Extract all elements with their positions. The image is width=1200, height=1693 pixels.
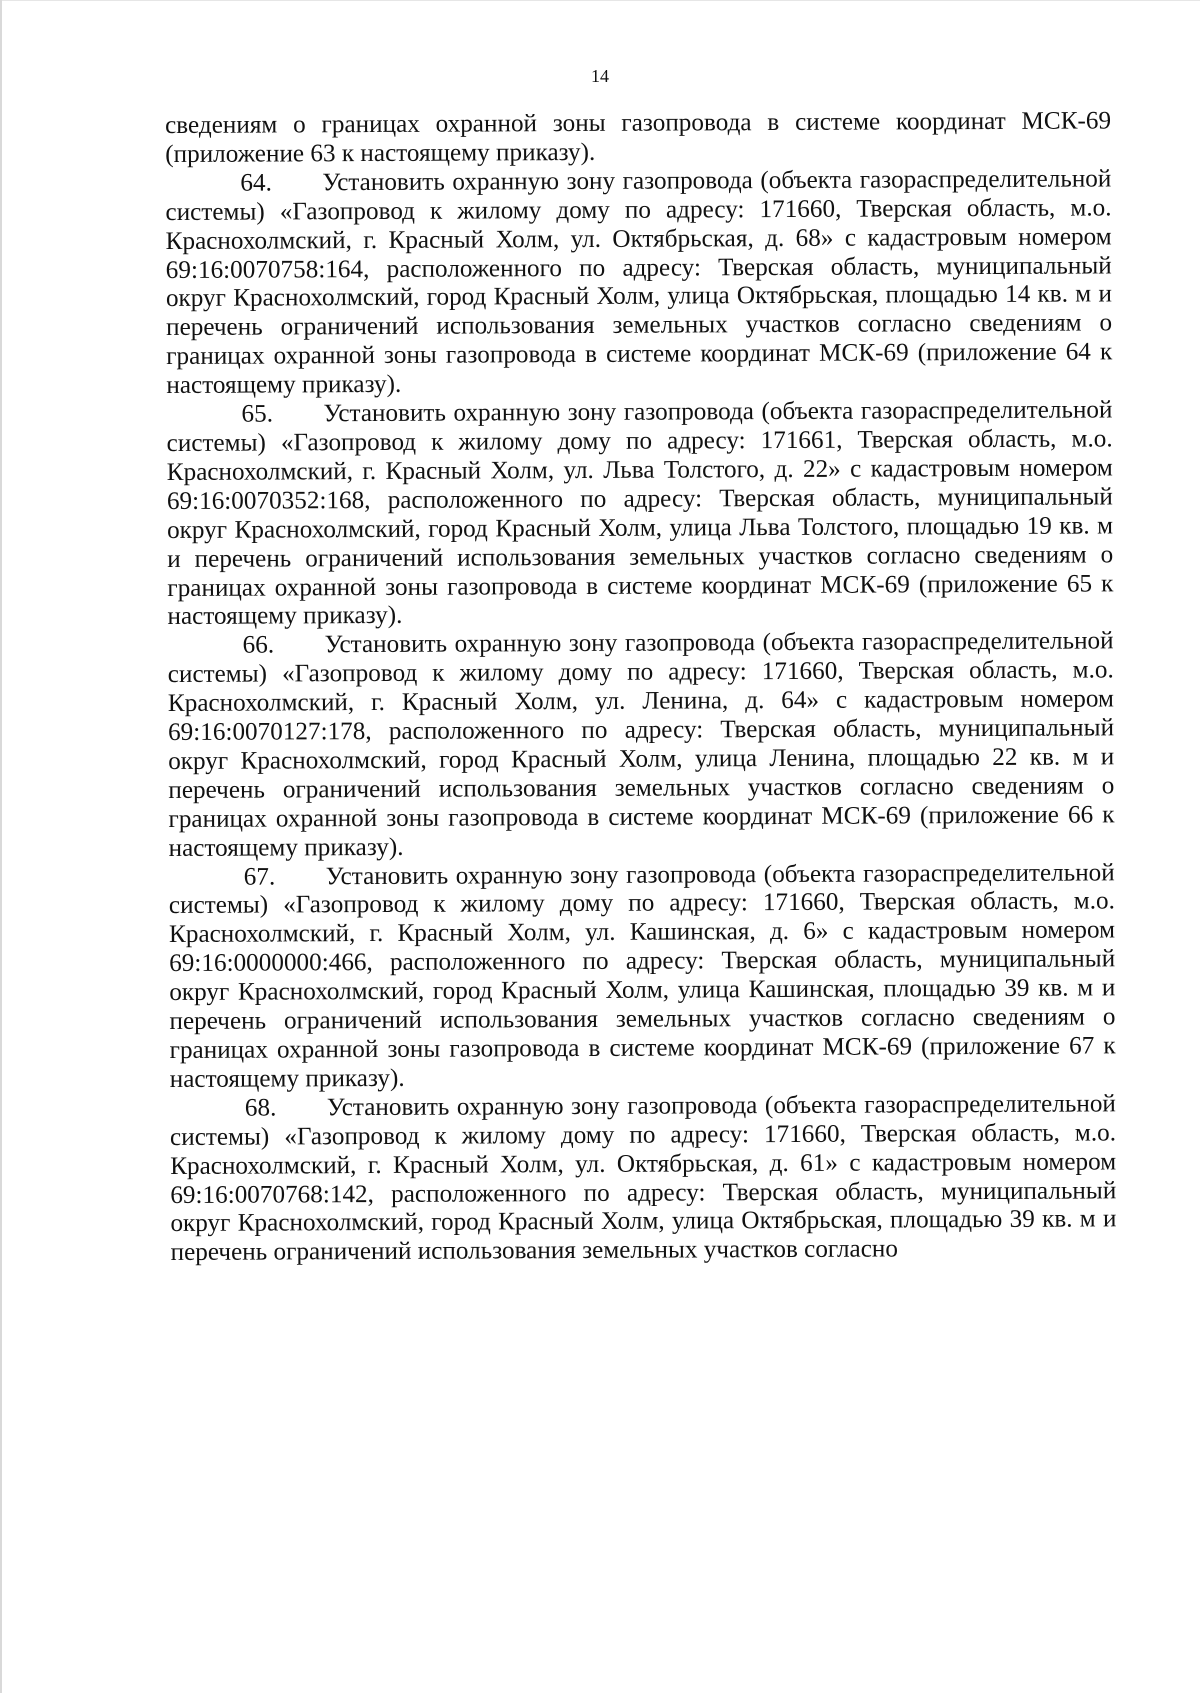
- item-text: Установить охранную зону газопровода (объекта газораспределительной системы) «Газопровод к жилому дому по адресу: 171661, Тверская область, м.о. Краснохолмский, г. Красный Холм, ул. Льва Толстого, д. 22» с кадастровым номером 69:16:0070352:168, расположенного по адресу: Тверская область, муниципальный округ Краснохолмский, город Красный Холм, улица Льва Толстого, площадью 19 кв. м и перечень ограничений использования земельных участков согласно сведениям о границах охранной зоны газопровода в системе координат МСК-69 (приложение 65 к настоящему приказу).: [166, 396, 1114, 631]
- item-text: Установить охранную зону газопровода (объекта газораспределительной системы) «Газопровод к жилому дому по адресу: 171660, Тверская область, м.о. Краснохолмский, г. Красный Холм, ул. Октябрьская, д. 68» с кадастровым номером 69:16:0070758:164, расположенного по адресу: Тверская область, муниципальный округ Краснохолмский, город Красный Холм, улица Октябрьская, площадью 14 кв. м и перечень ограничений использования земельных участков согласно сведениям о границах охранной зоны газопровода в системе координат МСК-69 (приложение 64 к настоящему приказу).: [165, 165, 1113, 400]
- item-number: 64.: [240, 169, 272, 197]
- item-67-paragraph: [169, 859, 1116, 1095]
- page-number: 14: [591, 66, 609, 86]
- item-number: 68.: [244, 1094, 277, 1122]
- item-text: Установить охранную зону газопровода (объекта газораспределительной системы) «Газопровод к жилому дому по адресу: 171660, Тверская область, м.о. Краснохолмский, г. Красный Холм, ул. Октябрьская, д. 61» с кадастровым номером 69:16:0070768:142, расположенного по адресу: Тверская область, муниципальный округ Краснохолмский, город Красный Холм, улица Октябрьская, площадью 39 кв. м и перечень ограничений использования земельных участков согласно: [169, 1090, 1117, 1267]
- intro-paragraph: сведениям о границах охранной зоны газопровода в системе координат МСК-69 (приложение 63 к настоящему приказу).: [165, 107, 1112, 168]
- item-text: Установить охранную зону газопровода (объекта газораспределительной системы) «Газопровод к жилому дому по адресу: 171660, Тверская область, м.о. Краснохолмский, г. Красный Холм, ул. Ленина, д. 64» с кадастровым номером 69:16:0070127:178, расположенного по адресу: Тверская область, муниципальный округ Краснохолмский, город Красный Холм, улица Ленина, площадью 22 кв. м и перечень ограничений использования земельных участков согласно сведениям о границах охранной зоны газопровода в системе координат МСК-69 (приложение 66 к настоящему приказу).: [167, 627, 1115, 862]
- item-68-paragraph: [170, 1090, 1117, 1268]
- scan-left-edge: [0, 0, 2, 1693]
- item-66-paragraph: [168, 628, 1115, 864]
- item-number: 67.: [243, 863, 276, 891]
- item-text: Установить охранную зону газопровода (объекта газораспределительной системы) «Газопровод к жилому дому по адресу: 171660, Тверская область, м.о. Краснохолмский, г. Красный Холм, ул. Кашинская, д. 6» с кадастровым номером 69:16:0000000:466, расположенного по адресу: Тверская область, муниципальный округ Краснохолмский, город Красный Холм, улица Кашинская, площадью 39 кв. м и перечень ограничений использования земельных участков согласно сведениям о границах охранной зоны газопровода в системе координат МСК-69 (приложение 67 к настоящему приказу).: [168, 858, 1116, 1093]
- item-number: 66.: [242, 631, 275, 659]
- item-64-paragraph: [165, 165, 1112, 401]
- scan-top-edge: [0, 0, 1200, 1]
- item-65-paragraph: [166, 396, 1113, 632]
- document-body: [165, 107, 1117, 1268]
- item-number: 65.: [241, 400, 274, 428]
